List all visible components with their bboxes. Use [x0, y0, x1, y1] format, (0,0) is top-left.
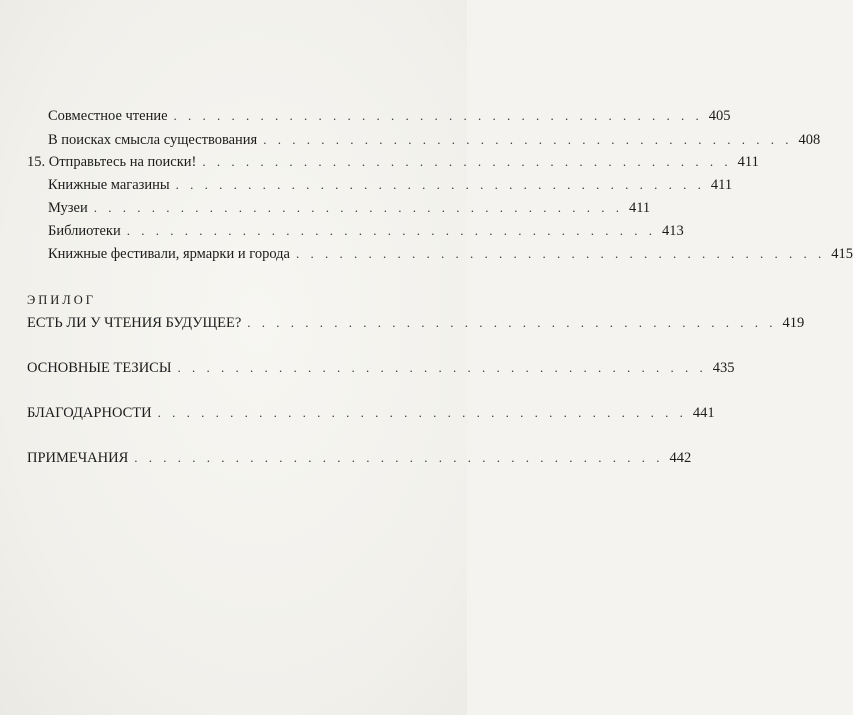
- toc-entry: [48, 176, 733, 194]
- toc-entry: [48, 107, 731, 125]
- toc-chapter-entry: [27, 153, 759, 171]
- toc-back-matter-entry: [27, 404, 715, 422]
- dot-leader: . . . . . . . . . . . . . . . . . . . . . . . . . . . . . . . . . . . . .: [126, 223, 656, 238]
- toc-back-matter-entry: [27, 359, 735, 377]
- toc-entry-title: В поисках смысла существования: [48, 132, 258, 148]
- toc-entry-page: 435: [712, 360, 735, 376]
- dot-leader: . . . . . . . . . . . . . . . . . . . . . . . . . . . . . . . . . . . . .: [247, 315, 777, 330]
- toc-entry-title: ПРИМЕЧАНИЯ: [27, 450, 129, 466]
- toc-entry-page: 419: [782, 315, 805, 331]
- dot-leader: . . . . . . . . . . . . . . . . . . . . . . . . . . . . . . . . . . . . .: [202, 154, 732, 169]
- toc-entry-title: ЕСТЬ ЛИ У ЧТЕНИЯ БУДУЩЕЕ?: [27, 315, 242, 331]
- dot-leader: . . . . . . . . . . . . . . . . . . . . . . . . . . . . . . . . . . . . .: [175, 177, 705, 192]
- toc-entry-title: Книжные фестивали, ярмарки и города: [48, 246, 290, 262]
- dot-leader: . . . . . . . . . . . . . . . . . . . . . . . . . . . . . . . . . . . . .: [263, 132, 793, 147]
- toc-entry-page: 442: [669, 450, 692, 466]
- toc-entry: [48, 199, 651, 217]
- toc-entry-page: 415: [831, 246, 853, 262]
- toc-entry-title: Совместное чтение: [48, 108, 168, 124]
- toc-entry-page: 405: [708, 108, 731, 124]
- toc-entry-title: БЛАГОДАРНОСТИ: [27, 405, 152, 421]
- toc-entry-page: 411: [710, 177, 733, 193]
- dot-leader: . . . . . . . . . . . . . . . . . . . . . . . . . . . . . . . . . . . . .: [177, 360, 707, 375]
- dot-leader: . . . . . . . . . . . . . . . . . . . . . . . . . . . . . . . . . . . . .: [93, 200, 623, 215]
- toc-entry-title: Библиотеки: [48, 223, 121, 239]
- epilogue-label: ЭПИЛОГ: [27, 293, 97, 307]
- toc-entry-title: ОСНОВНЫЕ ТЕЗИСЫ: [27, 360, 172, 376]
- toc-entry-title: 15. Отправьтесь на поиски!: [27, 154, 197, 170]
- toc-entry-title: Музеи: [48, 200, 88, 216]
- toc-entry: [48, 245, 853, 263]
- toc-entry: [48, 131, 821, 149]
- toc-entry-title: Книжные магазины: [48, 177, 170, 193]
- toc-entry: [48, 222, 684, 240]
- dot-leader: . . . . . . . . . . . . . . . . . . . . . . . . . . . . . . . . . . . . .: [295, 246, 826, 261]
- toc-entry-page: 408: [798, 132, 821, 148]
- toc-back-matter-entry: [27, 449, 692, 467]
- toc-entry-page: 441: [692, 405, 715, 421]
- dot-leader: . . . . . . . . . . . . . . . . . . . . . . . . . . . . . . . . . . . . .: [134, 450, 664, 465]
- toc-entry-page: 411: [628, 200, 651, 216]
- dot-leader: . . . . . . . . . . . . . . . . . . . . . . . . . . . . . . . . . . . . .: [173, 108, 703, 123]
- toc-entry-page: 411: [737, 154, 759, 170]
- toc-epilogue-entry: [27, 314, 805, 332]
- toc-entry-page: 413: [661, 223, 684, 239]
- dot-leader: . . . . . . . . . . . . . . . . . . . . . . . . . . . . . . . . . . . . .: [157, 405, 687, 420]
